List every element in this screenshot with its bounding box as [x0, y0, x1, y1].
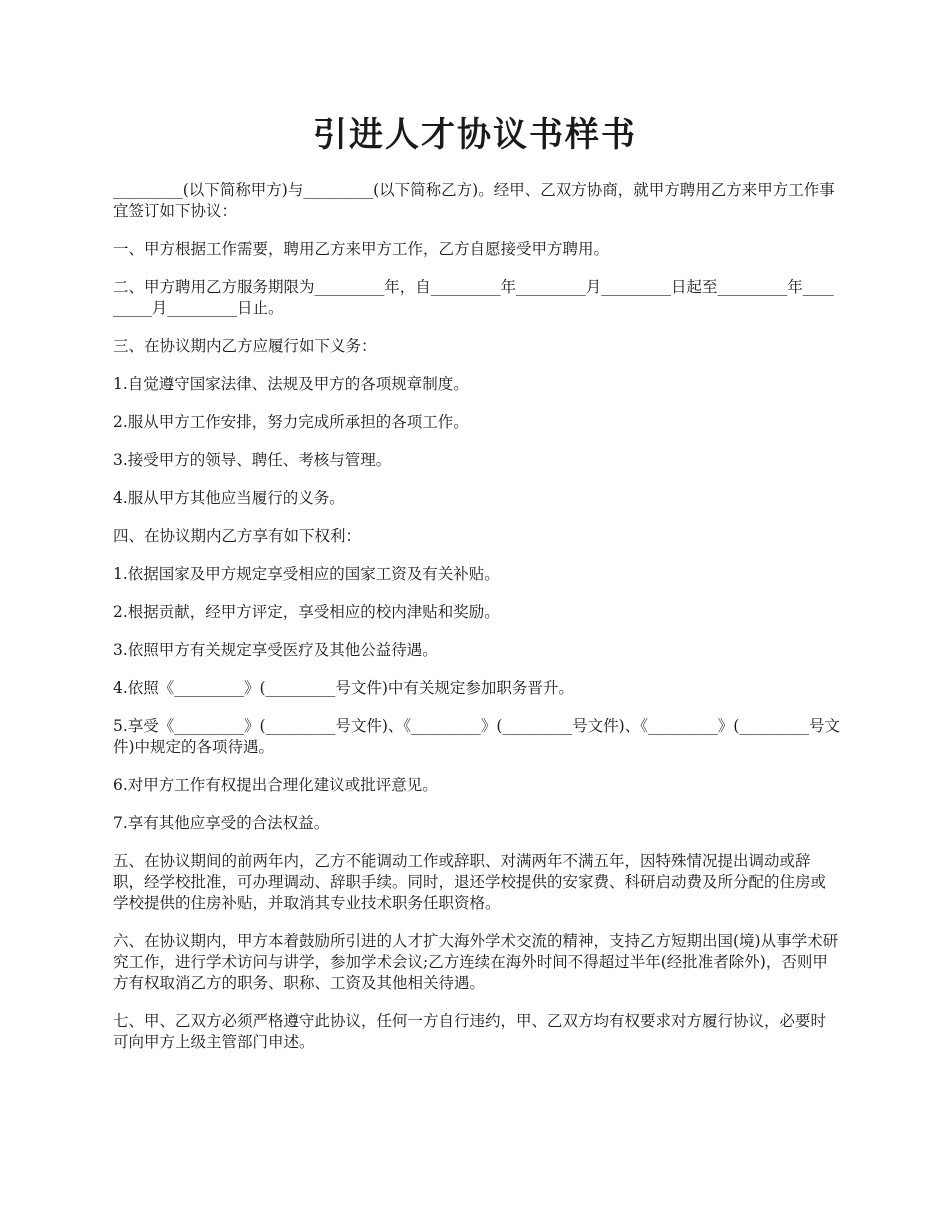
document-body	[113, 180, 841, 1070]
right-item-7: 7.享有其他应享受的合法权益。	[113, 814, 330, 832]
right-item-2: 2.根据贡献，经甲方评定，享受相应的校内津贴和奖励。	[113, 603, 500, 621]
clause-6-paragraph: 六、在协议期内，甲方本着鼓励所引进的人才扩大海外学术交流的精神，支持乙方短期出国(境)从事学术研究工作，进行学术访问与讲学，参加学术会议;乙方连续在海外时间不得超过半年(经批准者除外)，否则甲方有权取消乙方的职务、职称、工资及其他相关待遇。	[113, 932, 839, 992]
clause-5-paragraph: 五、在协议期间的前两年内，乙方不能调动工作或辞职、对满两年不满五年，因特殊情况提出调动或辞职，经学校批准，可办理调动、辞职手续。同时，退还学校提供的安家费、科研启动费及所分配的住房或学校提供的住房补贴，并取消其专业技术职务任职资格。	[113, 852, 827, 912]
right-item-6: 6.对甲方工作有权提出合理化建议或批评意见。	[113, 776, 438, 794]
right-item-1: 1.依据国家及甲方规定享受相应的国家工资及有关补贴。	[113, 565, 500, 583]
obligation-item-3: 3.接受甲方的领导、聘任、考核与管理。	[113, 451, 392, 469]
clause-2-paragraph: 二、甲方聘用乙方服务期限为_________年，自_________年_________月_________日起至_________年_________月_________日止。	[113, 278, 834, 317]
intro-paragraph: _________(以下简称甲方)与_________(以下简称乙方)。经甲、乙双方协商，就甲方聘用乙方来甲方工作事宜签订如下协议：	[113, 181, 835, 220]
document-title: 引进人才协议书样书	[313, 115, 637, 155]
obligation-item-4: 4.服从甲方其他应当履行的义务。	[113, 489, 345, 507]
right-item-4: 4.依照《_________》(_________号文件)中有关规定参加职务晋升。	[113, 679, 574, 697]
obligation-item-1: 1.自觉遵守国家法律、法规及甲方的各项规章制度。	[113, 375, 469, 393]
clause-3-heading: 三、在协议期内乙方应履行如下义务：	[113, 337, 377, 355]
clause-7-paragraph: 七、甲、乙双方必须严格遵守此协议，任何一方自行违约，甲、乙双方均有权要求对方履行协议，必要时可向甲方上级主管部门申述。	[113, 1012, 827, 1051]
right-item-3: 3.依照甲方有关规定享受医疗及其他公益待遇。	[113, 641, 438, 659]
right-item-5: 5.享受《_________》(_________号文件)、《_________》(_________号文件)、《_________》(_________号文件)中规定的各项待遇。	[113, 717, 841, 756]
clause-4-heading: 四、在协议期内乙方享有如下权利：	[113, 527, 362, 545]
obligation-item-2: 2.服从甲方工作安排，努力完成所承担的各项工作。	[113, 413, 469, 431]
clause-1-paragraph: 一、甲方根据工作需要，聘用乙方来甲方工作，乙方自愿接受甲方聘用。	[113, 240, 610, 258]
